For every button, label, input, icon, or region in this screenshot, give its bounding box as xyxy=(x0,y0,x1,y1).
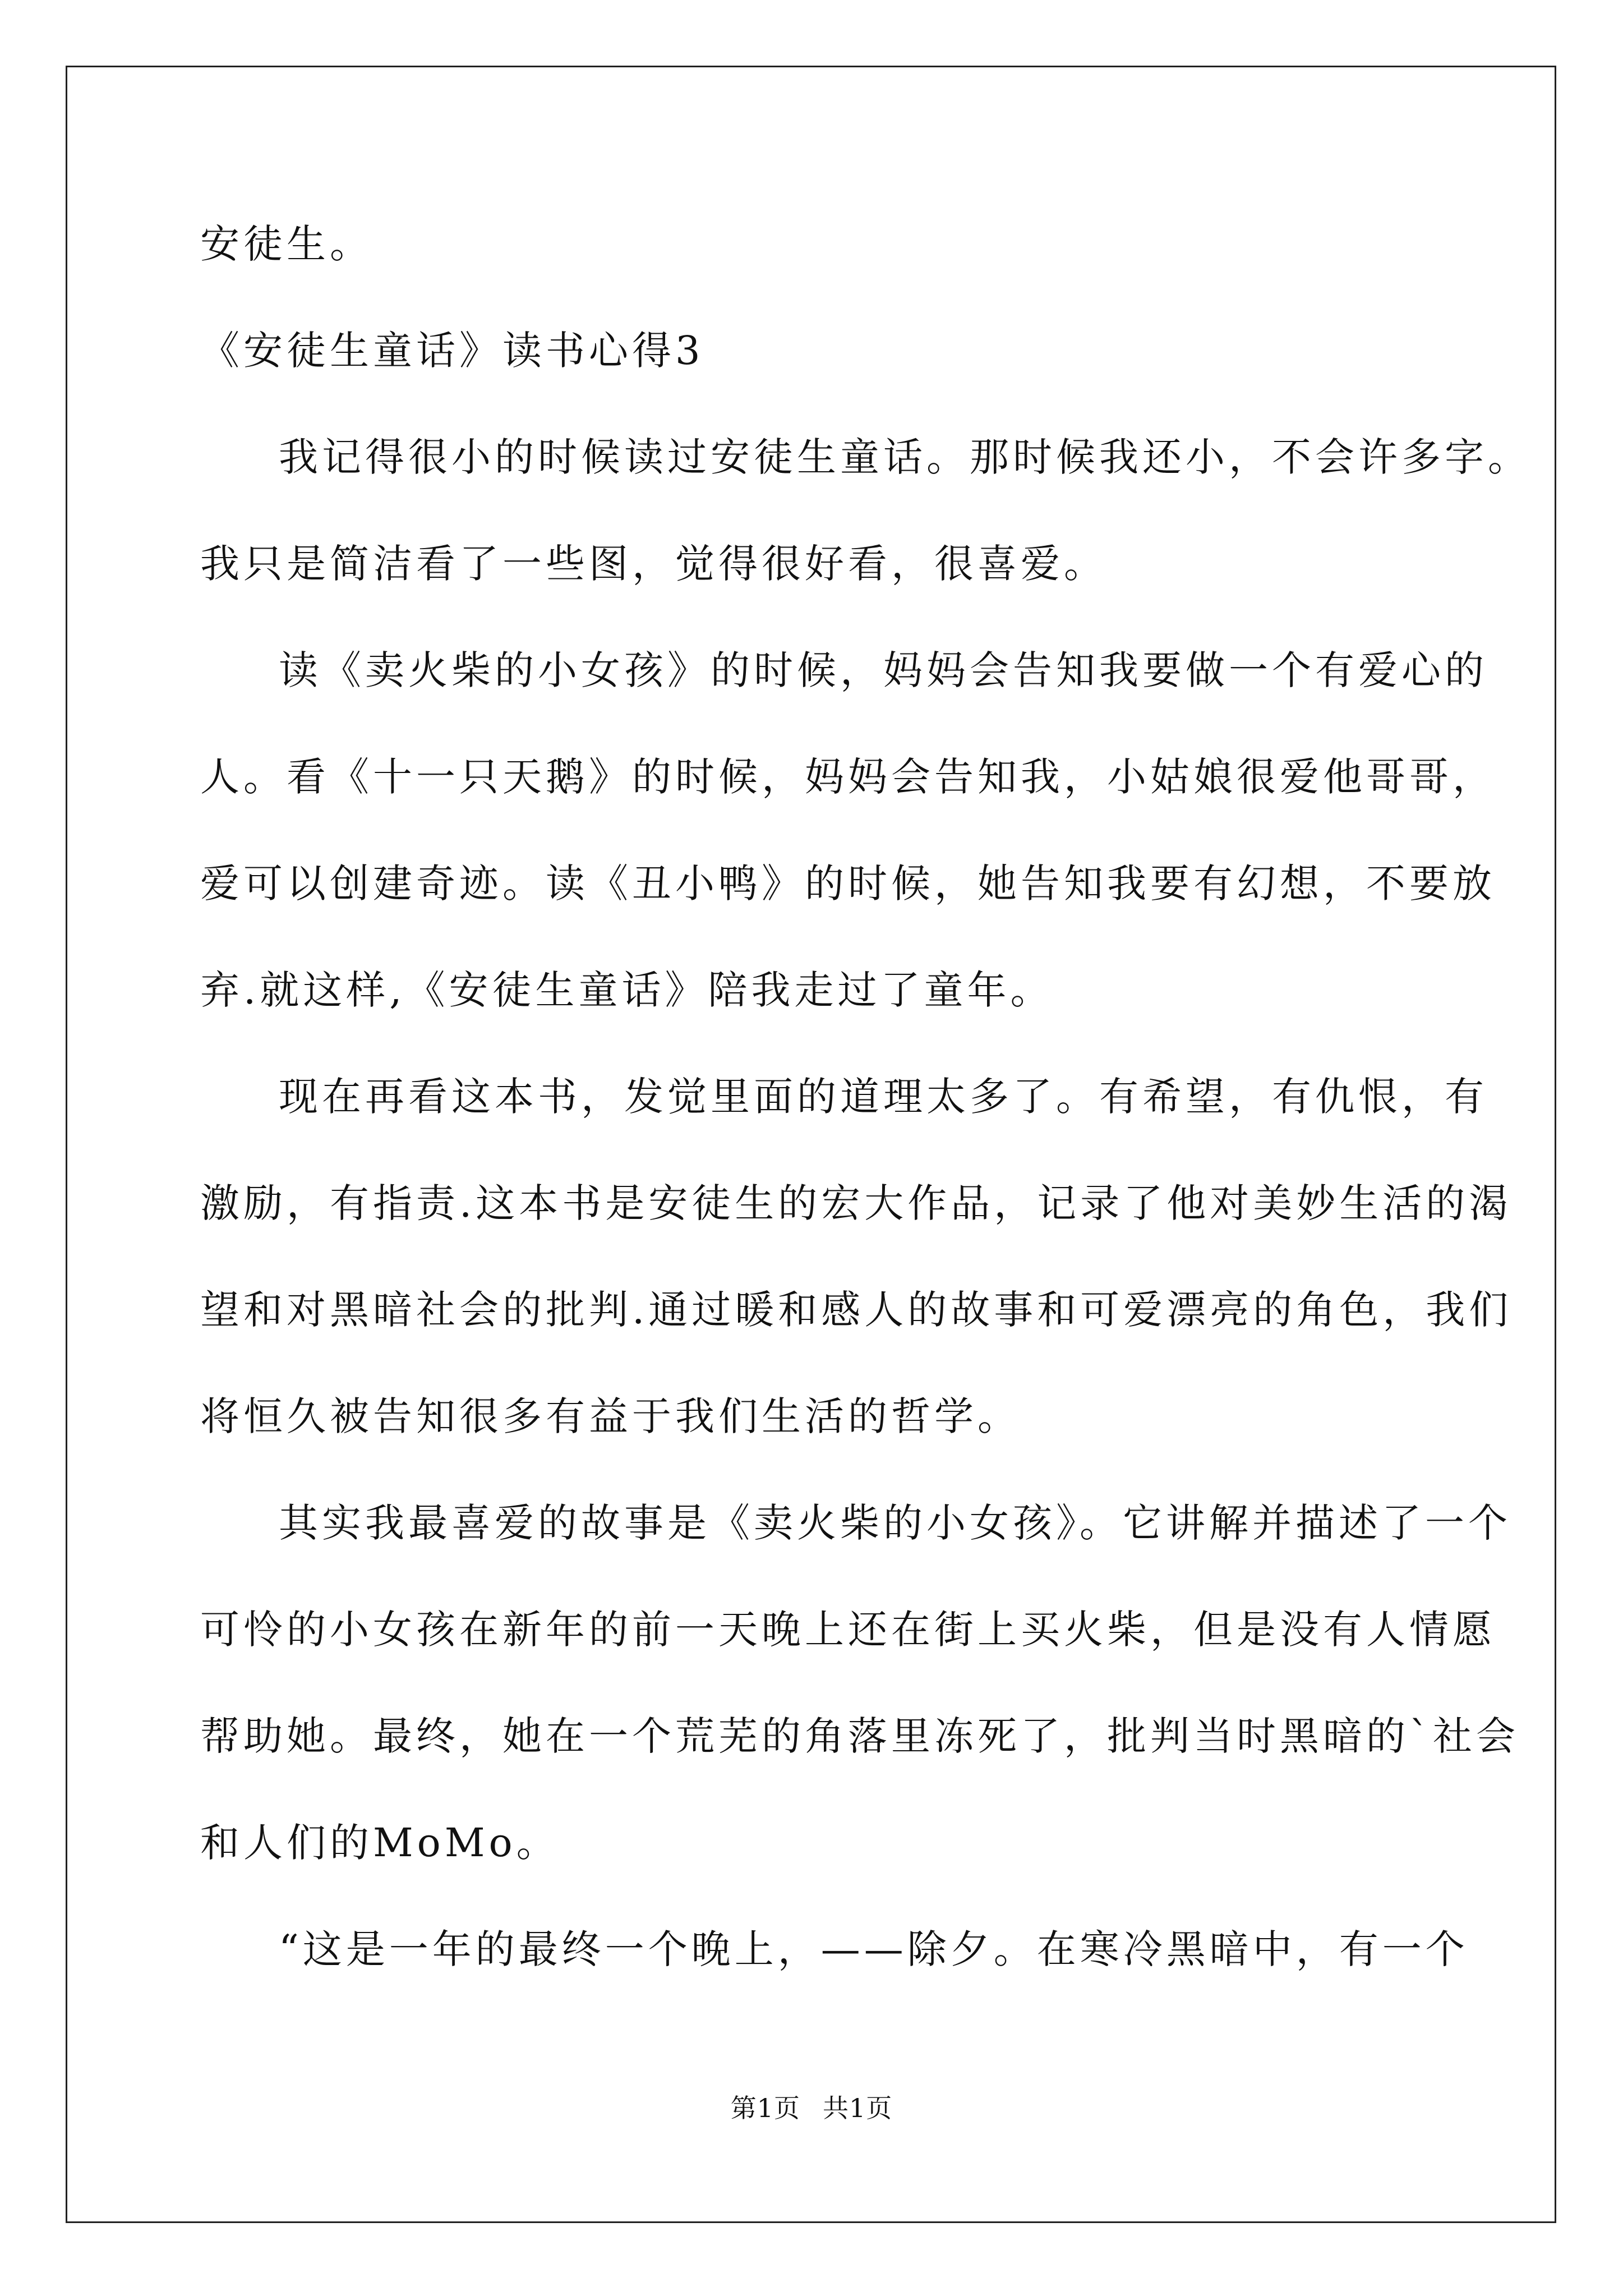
page-total: 共1页 xyxy=(823,2093,893,2123)
paragraph-line: 人。看《十一只天鹅》的时候，妈妈会告知我，小姑娘很爱他哥哥， xyxy=(200,754,1496,800)
paragraph-line: 帮助她。最终，她在一个荒芜的角落里冻死了，批判当时黑暗的`社会 xyxy=(200,1713,1519,1759)
paragraph-line: 其实我最喜爱的故事是《卖火柴的小女孩》。它讲解并描述了一个 xyxy=(279,1500,1511,1546)
paragraph-line: 将恒久被告知很多有益于我们生活的哲学。 xyxy=(200,1393,1021,1439)
paragraph-line: 爱可以创建奇迹。读《丑小鸭》的时候，她告知我要有幻想，不要放 xyxy=(200,861,1496,907)
text-line: 安徒生。 xyxy=(200,221,373,267)
page-number: 第1页 xyxy=(730,2093,800,2123)
paragraph-line: 我只是简洁看了一些图，觉得很好看，很喜爱。 xyxy=(200,541,1107,587)
page-border xyxy=(66,66,1556,2223)
paragraph-line: 读《卖火柴的小女孩》的时候，妈妈会告知我要做一个有爱心的 xyxy=(279,647,1488,693)
paragraph-line: 可怜的小女孩在新年的前一天晚上还在街上买火柴，但是没有人情愿 xyxy=(200,1607,1496,1653)
paragraph-line: 弃.就这样,《安徒生童话》陪我走过了童年。 xyxy=(200,967,1054,1013)
paragraph-line: 现在再看这本书，发觉里面的道理太多了。有希望，有仇恨，有 xyxy=(279,1074,1488,1120)
paragraph-line: 和人们的MoMo。 xyxy=(200,1820,560,1866)
paragraph-line: 望和对黑暗社会的批判.通过暖和感人的故事和可爱漂亮的角色，我们 xyxy=(200,1287,1513,1333)
paragraph-line: “这是一年的最终一个晚上，——除夕。在寒冷黑暗中，有一个 xyxy=(279,1926,1469,1972)
paragraph-line: 激励，有指责.这本书是安徒生的宏大作品，记录了他对美妙生活的渴 xyxy=(200,1180,1513,1226)
paragraph-line: 我记得很小的时候读过安徒生童话。那时候我还小，不会许多字。 xyxy=(279,434,1531,480)
section-heading: 《安徒生童话》读书心得3 xyxy=(200,328,704,374)
page-footer xyxy=(0,2091,1623,2125)
